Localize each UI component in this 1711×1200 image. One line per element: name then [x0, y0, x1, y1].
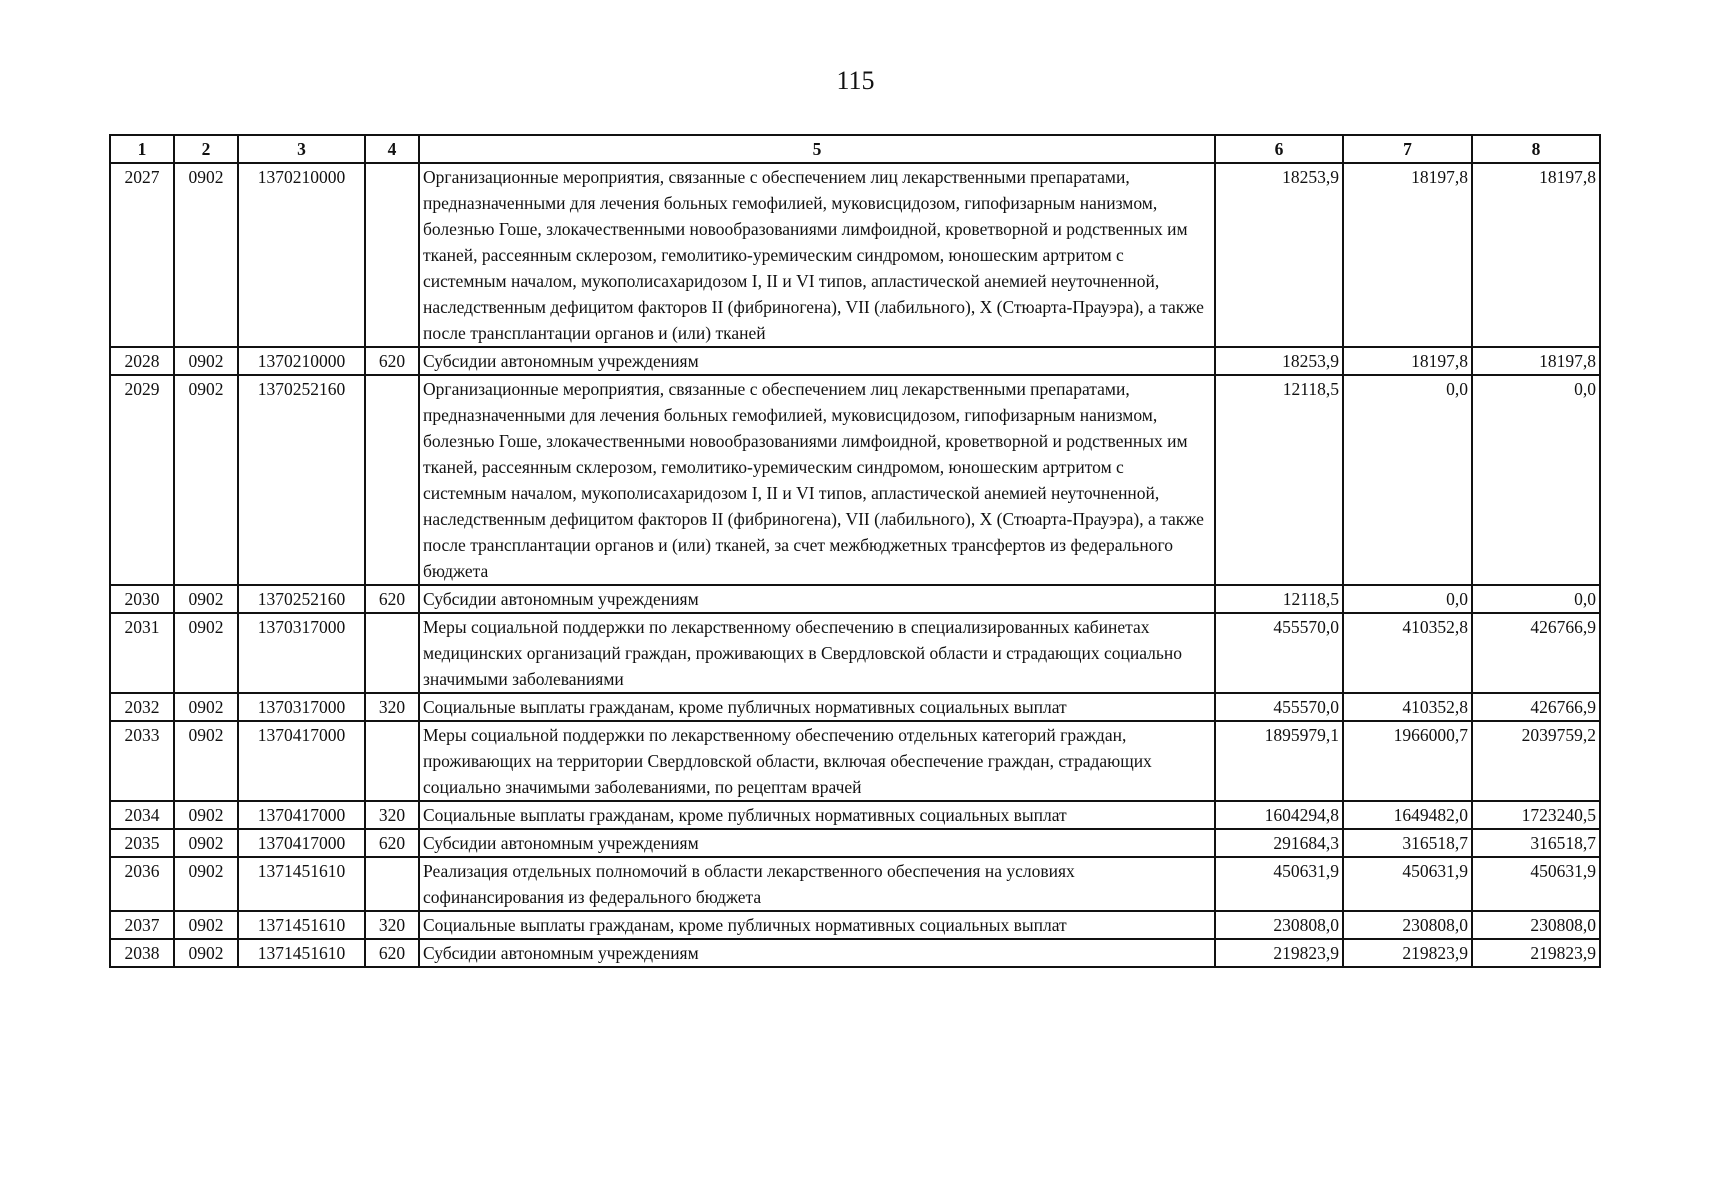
- table-row: [110, 857, 1600, 911]
- row-number-cell: 2027: [110, 163, 174, 347]
- description-cell: Социальные выплаты гражданам, кроме публичных нормативных социальных выплат: [419, 911, 1215, 939]
- target-code-cell: 1370417000: [238, 721, 365, 801]
- row-number-cell: 2030: [110, 585, 174, 613]
- amount-cell-col8: 2039759,2: [1472, 721, 1600, 801]
- header-cell: 7: [1343, 135, 1472, 163]
- description-cell: Субсидии автономным учреждениям: [419, 347, 1215, 375]
- amount-cell-col8: 0,0: [1472, 375, 1600, 585]
- target-code-cell: 1370252160: [238, 585, 365, 613]
- amount-cell-col7: 1649482,0: [1343, 801, 1472, 829]
- row-number-cell: 2038: [110, 939, 174, 967]
- target-code-cell: 1370252160: [238, 375, 365, 585]
- row-number-cell: 2035: [110, 829, 174, 857]
- row-number-cell: 2032: [110, 693, 174, 721]
- amount-cell-col8: 426766,9: [1472, 613, 1600, 693]
- row-number-cell: 2033: [110, 721, 174, 801]
- header-cell: 6: [1215, 135, 1343, 163]
- amount-cell-col6: 455570,0: [1215, 613, 1343, 693]
- target-code-cell: 1370317000: [238, 613, 365, 693]
- row-number-cell: 2036: [110, 857, 174, 911]
- amount-cell-col8: 316518,7: [1472, 829, 1600, 857]
- amount-cell-col6: 230808,0: [1215, 911, 1343, 939]
- row-number-cell: 2028: [110, 347, 174, 375]
- budget-table: [109, 134, 1601, 968]
- header-cell: 2: [174, 135, 238, 163]
- description-cell: Социальные выплаты гражданам, кроме публичных нормативных социальных выплат: [419, 693, 1215, 721]
- description-cell: Социальные выплаты гражданам, кроме публичных нормативных социальных выплат: [419, 801, 1215, 829]
- description-cell: Меры социальной поддержки по лекарственному обеспечению в специализированных кабинетах медицинских организаций граждан, проживающих в Свердловской области и страдающих социально значимыми заболеваниями: [419, 613, 1215, 693]
- section-code-cell: 0902: [174, 347, 238, 375]
- table-row: [110, 163, 1600, 347]
- amount-cell-col8: 426766,9: [1472, 693, 1600, 721]
- expense-type-cell: [365, 163, 419, 347]
- expense-type-cell: 320: [365, 911, 419, 939]
- table-row: [110, 347, 1600, 375]
- amount-cell-col8: 1723240,5: [1472, 801, 1600, 829]
- table-row: [110, 585, 1600, 613]
- table-row: [110, 911, 1600, 939]
- table-row: [110, 693, 1600, 721]
- row-number-cell: 2029: [110, 375, 174, 585]
- table-row: [110, 939, 1600, 967]
- target-code-cell: 1371451610: [238, 939, 365, 967]
- target-code-cell: 1370417000: [238, 829, 365, 857]
- expense-type-cell: [365, 721, 419, 801]
- expense-type-cell: [365, 375, 419, 585]
- expense-type-cell: [365, 613, 419, 693]
- amount-cell-col8: 18197,8: [1472, 163, 1600, 347]
- amount-cell-col7: 450631,9: [1343, 857, 1472, 911]
- description-cell: Субсидии автономным учреждениям: [419, 939, 1215, 967]
- amount-cell-col7: 230808,0: [1343, 911, 1472, 939]
- target-code-cell: 1371451610: [238, 911, 365, 939]
- section-code-cell: 0902: [174, 801, 238, 829]
- description-cell: Организационные мероприятия, связанные с обеспечением лиц лекарственными препаратами, предназначенными для лечения больных гемофилией, муковисцидозом, гипофизарным нанизмом, болезнью Гоше, злокачественными новообразованиями лимфоидной, кроветворной и родственных им тканей, рассеянным склерозом, гемолитико-уремическим синдромом, юношеским артритом с системным началом, мукополисахаридозом I, II и VI типов, апластической анемией неуточненной, наследственным дефицитом факторов II (фибриногена), VII (лабильного), X (Стюарта-Прауэра), а также после трансплантации органов и (или) тканей, за счет межбюджетных трансфертов из федерального бюджета: [419, 375, 1215, 585]
- amount-cell-col8: 0,0: [1472, 585, 1600, 613]
- amount-cell-col7: 410352,8: [1343, 693, 1472, 721]
- target-code-cell: 1370417000: [238, 801, 365, 829]
- amount-cell-col7: 219823,9: [1343, 939, 1472, 967]
- amount-cell-col7: 410352,8: [1343, 613, 1472, 693]
- expense-type-cell: 320: [365, 801, 419, 829]
- amount-cell-col6: 1604294,8: [1215, 801, 1343, 829]
- amount-cell-col8: 450631,9: [1472, 857, 1600, 911]
- amount-cell-col6: 12118,5: [1215, 585, 1343, 613]
- section-code-cell: 0902: [174, 829, 238, 857]
- expense-type-cell: 620: [365, 347, 419, 375]
- header-cell: 8: [1472, 135, 1600, 163]
- section-code-cell: 0902: [174, 163, 238, 347]
- expense-type-cell: 620: [365, 585, 419, 613]
- target-code-cell: 1370210000: [238, 347, 365, 375]
- amount-cell-col6: 455570,0: [1215, 693, 1343, 721]
- table-row: [110, 613, 1600, 693]
- target-code-cell: 1370210000: [238, 163, 365, 347]
- description-cell: Субсидии автономным учреждениям: [419, 585, 1215, 613]
- header-row: [110, 135, 1600, 163]
- amount-cell-col6: 291684,3: [1215, 829, 1343, 857]
- section-code-cell: 0902: [174, 857, 238, 911]
- table-row: [110, 801, 1600, 829]
- section-code-cell: 0902: [174, 375, 238, 585]
- table-row: [110, 375, 1600, 585]
- section-code-cell: 0902: [174, 939, 238, 967]
- amount-cell-col7: 316518,7: [1343, 829, 1472, 857]
- section-code-cell: 0902: [174, 613, 238, 693]
- header-cell: 1: [110, 135, 174, 163]
- amount-cell-col7: 0,0: [1343, 585, 1472, 613]
- section-code-cell: 0902: [174, 693, 238, 721]
- amount-cell-col8: 18197,8: [1472, 347, 1600, 375]
- expense-type-cell: 620: [365, 829, 419, 857]
- table-row: [110, 829, 1600, 857]
- section-code-cell: 0902: [174, 721, 238, 801]
- expense-type-cell: 620: [365, 939, 419, 967]
- amount-cell-col7: 18197,8: [1343, 347, 1472, 375]
- amount-cell-col7: 1966000,7: [1343, 721, 1472, 801]
- row-number-cell: 2031: [110, 613, 174, 693]
- section-code-cell: 0902: [174, 911, 238, 939]
- header-cell: 4: [365, 135, 419, 163]
- amount-cell-col6: 1895979,1: [1215, 721, 1343, 801]
- header-cell: 5: [419, 135, 1215, 163]
- section-code-cell: 0902: [174, 585, 238, 613]
- row-number-cell: 2034: [110, 801, 174, 829]
- expense-type-cell: 320: [365, 693, 419, 721]
- amount-cell-col6: 18253,9: [1215, 163, 1343, 347]
- amount-cell-col8: 230808,0: [1472, 911, 1600, 939]
- description-cell: Реализация отдельных полномочий в области лекарственного обеспечения на условиях софинансирования из федерального бюджета: [419, 857, 1215, 911]
- amount-cell-col6: 450631,9: [1215, 857, 1343, 911]
- header-cell: 3: [238, 135, 365, 163]
- amount-cell-col6: 219823,9: [1215, 939, 1343, 967]
- description-cell: Организационные мероприятия, связанные с обеспечением лиц лекарственными препаратами, предназначенными для лечения больных гемофилией, муковисцидозом, гипофизарным нанизмом, болезнью Гоше, злокачественными новообразованиями лимфоидной, кроветворной и родственных им тканей, рассеянным склерозом, гемолитико-уремическим синдромом, юношеским артритом с системным началом, мукополисахаридозом I, II и VI типов, апластической анемией неуточненной, наследственным дефицитом факторов II (фибриногена), VII (лабильного), X (Стюарта-Прауэра), а также после трансплантации органов и (или) тканей: [419, 163, 1215, 347]
- description-cell: Субсидии автономным учреждениям: [419, 829, 1215, 857]
- expense-type-cell: [365, 857, 419, 911]
- amount-cell-col8: 219823,9: [1472, 939, 1600, 967]
- target-code-cell: 1370317000: [238, 693, 365, 721]
- page-number: 115: [836, 66, 875, 95]
- amount-cell-col7: 0,0: [1343, 375, 1472, 585]
- target-code-cell: 1371451610: [238, 857, 365, 911]
- table-row: [110, 721, 1600, 801]
- amount-cell-col6: 18253,9: [1215, 347, 1343, 375]
- row-number-cell: 2037: [110, 911, 174, 939]
- description-cell: Меры социальной поддержки по лекарственному обеспечению отдельных категорий граждан, проживающих на территории Свердловской области, включая обеспечение граждан, страдающих социально значимыми заболеваниями, по рецептам врачей: [419, 721, 1215, 801]
- amount-cell-col6: 12118,5: [1215, 375, 1343, 585]
- amount-cell-col7: 18197,8: [1343, 163, 1472, 347]
